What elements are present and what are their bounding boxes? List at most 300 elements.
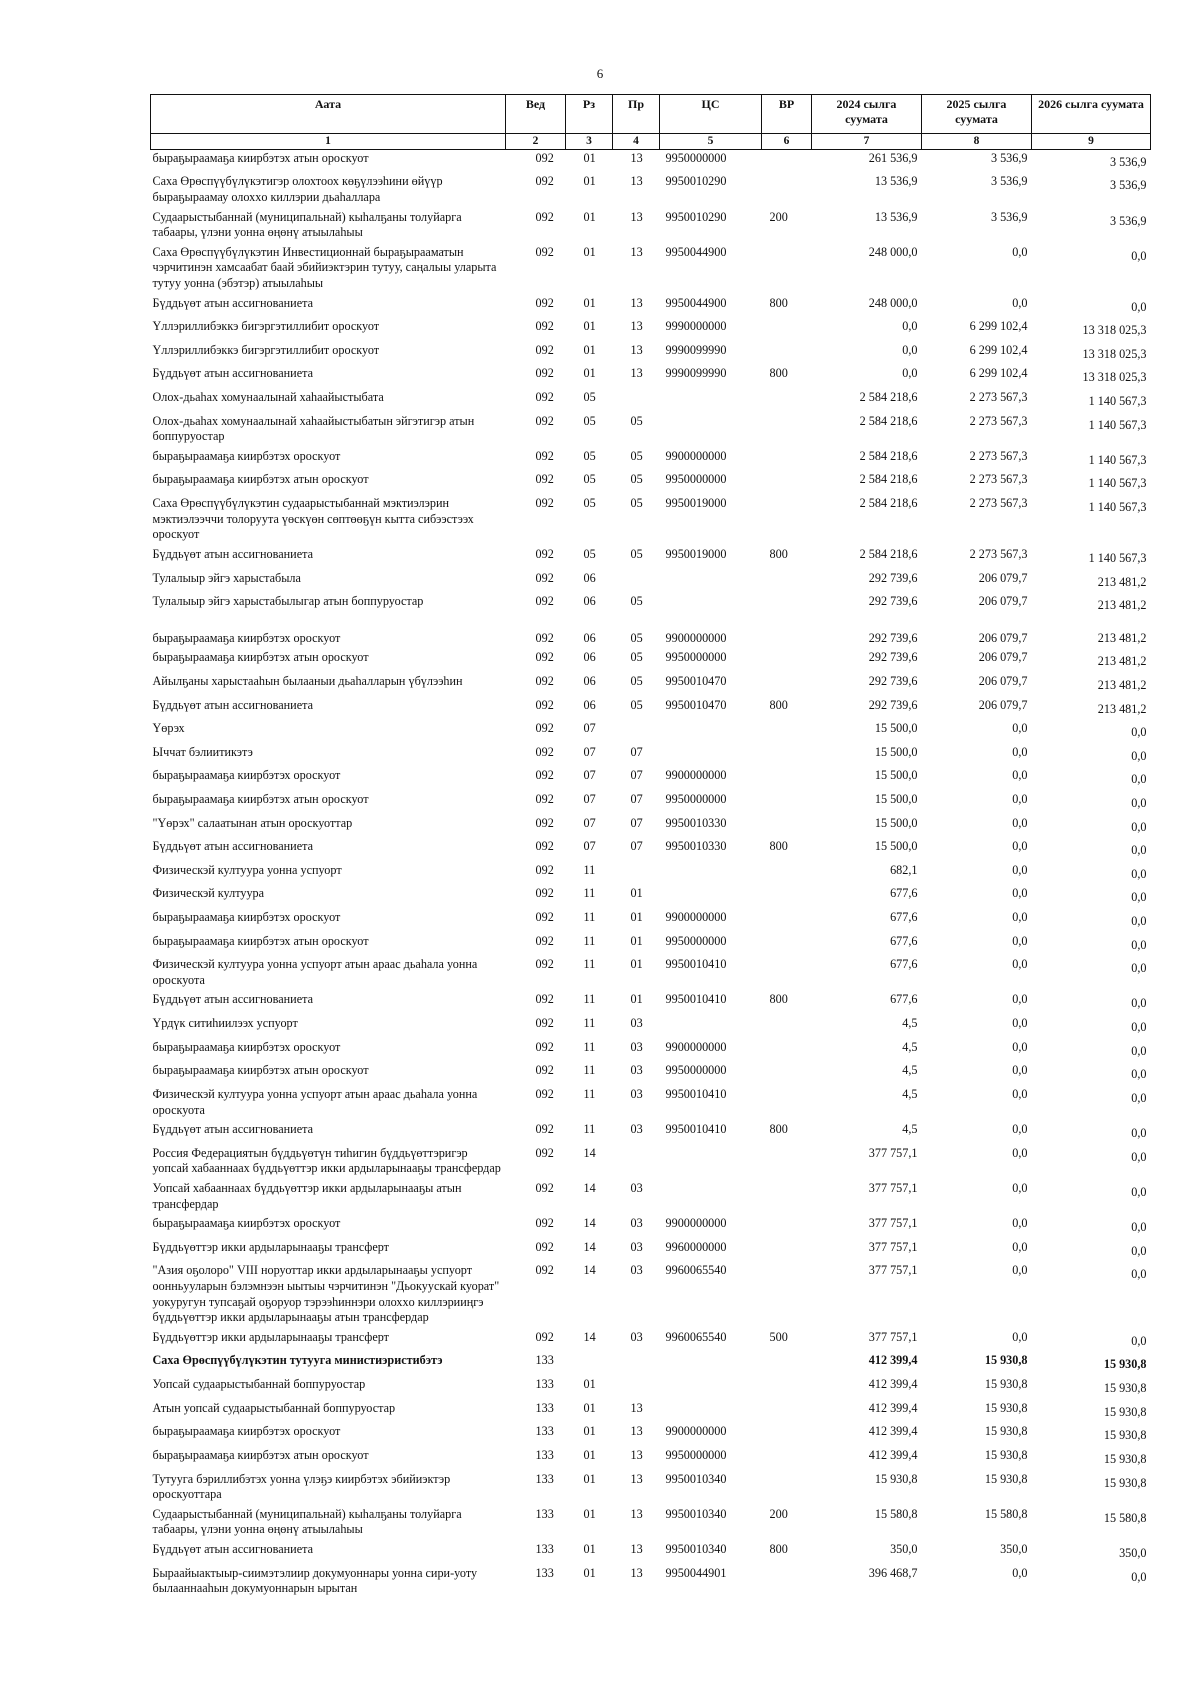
amount-2024-cell: 677,6 bbox=[890, 933, 918, 948]
amount-2025-cell: 2 273 567,3 bbox=[969, 413, 1028, 428]
ved-code-cell: 092 bbox=[535, 650, 554, 665]
row-name-cell: Атын уопсай судаарыстыбаннай боппуруостар bbox=[152, 1400, 396, 1415]
table-row bbox=[151, 791, 1151, 815]
cs-code-cell: 9950010410 bbox=[665, 992, 727, 1007]
amount-2025-cell: 0,0 bbox=[1012, 1039, 1028, 1054]
pr-code-cell: 13 bbox=[630, 244, 643, 259]
ved-code-cell: 092 bbox=[535, 1329, 554, 1344]
cs-code-cell: 9950010410 bbox=[665, 1086, 727, 1101]
row-name-cell: Үрдүк ситиһиилээх успуорт bbox=[152, 1016, 298, 1031]
ved-code-cell: 092 bbox=[535, 673, 554, 688]
rz-code-cell: 05 bbox=[583, 413, 596, 428]
vr-code-cell bbox=[762, 1352, 812, 1376]
row-name-cell: Айылҕаны харыстааһын былааныи дьаһалларын үбүлээһин bbox=[152, 673, 463, 688]
row-name-cell: быраҕыраамаҕа киирбэтэх ороскуот bbox=[152, 630, 341, 645]
rz-code-cell: 01 bbox=[583, 174, 596, 189]
vr-code-cell bbox=[762, 1262, 812, 1328]
cs-code-cell: 9950010290 bbox=[665, 174, 727, 189]
cs-code-cell: 9950010470 bbox=[665, 697, 727, 712]
header-year-2026: 2026 сылга суумата bbox=[1032, 95, 1151, 134]
table-row bbox=[151, 1506, 1151, 1541]
cs-code-cell: 9950010330 bbox=[665, 839, 727, 854]
pr-code-cell: 13 bbox=[630, 1471, 643, 1486]
cs-code-cell: 9990000000 bbox=[665, 319, 727, 334]
vr-code-cell bbox=[762, 1015, 812, 1039]
amount-2026-cell: 15 930,8 bbox=[1103, 1475, 1147, 1490]
row-name-cell: Физическэй култуура bbox=[152, 886, 265, 901]
amount-2026-cell: 0,0 bbox=[1131, 1220, 1147, 1235]
table-row bbox=[151, 1062, 1151, 1086]
cs-code-cell: 9950010340 bbox=[665, 1506, 727, 1521]
amount-2025-cell: 206 079,7 bbox=[978, 570, 1028, 585]
cs-code-cell bbox=[660, 593, 762, 617]
vr-code-cell bbox=[762, 342, 812, 366]
pr-code-cell: 07 bbox=[630, 768, 643, 783]
amount-2024-cell: 377 757,1 bbox=[868, 1329, 918, 1344]
row-name-cell: Саха Өрөспүүбүлүкэтин судаарыстыбаннай мэктиэлэрин мэктиэлээччи толоруута үөскүөн сөптөөҕүн кытта сибээстээх ороскуот bbox=[152, 496, 474, 542]
rz-code-cell: 06 bbox=[583, 594, 596, 609]
vr-code-cell: 800 bbox=[769, 992, 788, 1007]
table-row bbox=[151, 1565, 1151, 1600]
table-row bbox=[151, 1086, 1151, 1121]
pr-code-cell: 03 bbox=[630, 1216, 643, 1231]
ved-code-cell: 092 bbox=[535, 209, 554, 224]
cs-code-cell: 9950000000 bbox=[665, 472, 727, 487]
amount-2026-cell: 0,0 bbox=[1131, 1043, 1147, 1058]
row-name-cell: Саха Өрөспүүбүлүкэтин Инвестиционнай быраҕырааматын чэрчитинэн хамсаабат баай эбийиэктэрин тутуу, саңалыы уларыта тутуу уонна (эбэтэр) атыылаһыы bbox=[152, 244, 497, 290]
pr-code-cell: 13 bbox=[630, 366, 643, 381]
cs-code-cell: 9950010470 bbox=[665, 673, 727, 688]
amount-2026-cell: 1 140 567,3 bbox=[1088, 417, 1147, 432]
amount-2025-cell: 15 930,8 bbox=[984, 1400, 1028, 1415]
rz-code-cell: 14 bbox=[583, 1145, 596, 1160]
table-row bbox=[151, 1180, 1151, 1215]
rz-code-cell: 11 bbox=[583, 1016, 596, 1031]
cs-code-cell bbox=[660, 744, 762, 768]
ved-code-cell: 133 bbox=[535, 1377, 554, 1392]
amount-2026-cell: 3 536,9 bbox=[1109, 213, 1147, 228]
amount-2025-cell: 0,0 bbox=[1012, 295, 1028, 310]
rz-code-cell: 14 bbox=[583, 1216, 596, 1231]
pr-code-cell bbox=[613, 570, 660, 594]
row-name-cell: Быраайыактыыр-сиимэтэлиир докумуоннары уонна сири-уоту былааннааһын докумуоннарын ырытан bbox=[152, 1565, 478, 1596]
amount-2025-cell: 2 273 567,3 bbox=[969, 390, 1028, 405]
ved-code-cell: 092 bbox=[535, 910, 554, 925]
vr-code-cell bbox=[762, 244, 812, 295]
row-name-cell: быраҕыраамаҕа киирбэтэх ороскуот bbox=[152, 910, 341, 925]
table-row bbox=[151, 1376, 1151, 1400]
ved-code-cell: 092 bbox=[535, 1039, 554, 1054]
amount-2026-cell: 13 318 025,3 bbox=[1082, 346, 1147, 361]
rz-code-cell: 11 bbox=[583, 933, 596, 948]
ved-code-cell: 092 bbox=[535, 721, 554, 736]
cs-code-cell: 9950000000 bbox=[665, 150, 727, 165]
amount-2025-cell: 15 930,8 bbox=[984, 1377, 1028, 1392]
ved-code-cell: 092 bbox=[535, 295, 554, 310]
amount-2025-cell: 0,0 bbox=[1012, 839, 1028, 854]
ved-code-cell: 092 bbox=[535, 792, 554, 806]
column-number: 2 bbox=[506, 134, 566, 150]
header-name: Аата bbox=[151, 95, 506, 134]
pr-code-cell: 05 bbox=[630, 650, 643, 665]
cs-code-cell: 9900000000 bbox=[665, 1216, 727, 1231]
row-name-cell: Физическэй култуура уонна успуорт атын араас дьаһала уонна ороскуота bbox=[152, 1086, 478, 1117]
header-pr: Пр bbox=[613, 95, 660, 134]
vr-code-cell bbox=[762, 149, 812, 173]
amount-2024-cell: 15 500,0 bbox=[874, 768, 918, 783]
column-number: 4 bbox=[613, 134, 660, 150]
cs-code-cell bbox=[660, 862, 762, 886]
amount-2024-cell: 396 468,7 bbox=[868, 1565, 918, 1580]
vr-code-cell: 800 bbox=[769, 546, 788, 561]
amount-2024-cell: 4,5 bbox=[902, 1016, 918, 1031]
vr-code-cell bbox=[762, 885, 812, 909]
amount-2026-cell: 0,0 bbox=[1131, 1243, 1147, 1258]
ved-code-cell: 092 bbox=[535, 862, 554, 877]
amount-2025-cell: 206 079,7 bbox=[978, 594, 1028, 609]
vr-code-cell bbox=[762, 673, 812, 697]
amount-2025-cell: 0,0 bbox=[1012, 910, 1028, 925]
amount-2025-cell: 0,0 bbox=[1012, 244, 1028, 259]
amount-2026-cell: 0,0 bbox=[1131, 725, 1147, 740]
ved-code-cell: 092 bbox=[535, 366, 554, 381]
row-name-cell: Бүддьүөт атын ассигнованиета bbox=[152, 839, 313, 854]
pr-code-cell: 05 bbox=[630, 697, 643, 712]
ved-code-cell: 092 bbox=[535, 448, 554, 463]
vr-code-cell bbox=[762, 1447, 812, 1471]
amount-2026-cell: 0,0 bbox=[1131, 1569, 1147, 1584]
amount-2024-cell: 677,6 bbox=[890, 886, 918, 901]
row-name-cell: Судаарыстыбаннай (муниципальнай) кыһалҕаны толуйарга табаары, үлэни уонна өңөнү атыылаһыы bbox=[152, 1506, 462, 1537]
amount-2026-cell: 15 930,8 bbox=[1103, 1451, 1147, 1466]
table-row bbox=[151, 244, 1151, 295]
amount-2026-cell: 13 318 025,3 bbox=[1082, 370, 1147, 385]
ved-code-cell: 092 bbox=[535, 744, 554, 759]
rz-code-cell: 06 bbox=[583, 697, 596, 712]
vr-code-cell bbox=[762, 173, 812, 208]
cs-code-cell: 9950019000 bbox=[665, 496, 727, 511]
ved-code-cell: 092 bbox=[535, 630, 554, 645]
amount-2026-cell: 1 140 567,3 bbox=[1088, 476, 1147, 491]
amount-2026-cell: 15 930,8 bbox=[1103, 1381, 1147, 1396]
rz-code-cell: 06 bbox=[583, 630, 596, 645]
amount-2025-cell: 0,0 bbox=[1012, 792, 1028, 806]
rz-code-cell: 14 bbox=[583, 1239, 596, 1254]
amount-2024-cell: 292 739,6 bbox=[868, 630, 918, 645]
amount-2026-cell: 213 481,2 bbox=[1097, 701, 1147, 716]
pr-code-cell: 13 bbox=[630, 319, 643, 334]
vr-code-cell bbox=[762, 1376, 812, 1400]
pr-code-cell: 13 bbox=[630, 209, 643, 224]
pr-code-cell: 03 bbox=[630, 1329, 643, 1344]
rz-code-cell: 11 bbox=[583, 1039, 596, 1054]
vr-code-cell bbox=[762, 1039, 812, 1063]
vr-code-cell bbox=[762, 909, 812, 933]
column-number: 7 bbox=[812, 134, 922, 150]
amount-2024-cell: 292 739,6 bbox=[868, 697, 918, 712]
vr-code-cell bbox=[762, 570, 812, 594]
amount-2025-cell: 15 930,8 bbox=[984, 1447, 1028, 1462]
row-name-cell: Уопсай судаарыстыбаннай боппуруостар bbox=[152, 1377, 366, 1392]
rz-code-cell: 01 bbox=[583, 295, 596, 310]
pr-code-cell: 07 bbox=[630, 792, 643, 806]
table-row bbox=[151, 885, 1151, 909]
vr-code-cell: 800 bbox=[769, 697, 788, 712]
amount-2024-cell: 292 739,6 bbox=[868, 594, 918, 609]
table-row bbox=[151, 448, 1151, 472]
pr-code-cell: 07 bbox=[630, 744, 643, 759]
vr-code-cell bbox=[762, 318, 812, 342]
vr-code-cell bbox=[762, 956, 812, 991]
amount-2025-cell: 3 536,9 bbox=[990, 174, 1028, 189]
table-row bbox=[151, 838, 1151, 862]
cs-code-cell bbox=[660, 1352, 762, 1376]
cs-code-cell: 9990099990 bbox=[665, 342, 727, 357]
rz-code-cell: 11 bbox=[583, 992, 596, 1007]
amount-2024-cell: 2 584 218,6 bbox=[859, 496, 918, 511]
cs-code-cell: 9960000000 bbox=[665, 1239, 727, 1254]
cs-code-cell bbox=[660, 885, 762, 909]
amount-2025-cell: 0,0 bbox=[1012, 992, 1028, 1007]
table-row bbox=[151, 1352, 1151, 1376]
amount-2024-cell: 377 757,1 bbox=[868, 1263, 918, 1278]
cs-code-cell bbox=[660, 389, 762, 413]
rz-code-cell: 11 bbox=[583, 957, 596, 972]
amount-2025-cell: 0,0 bbox=[1012, 933, 1028, 948]
amount-2025-cell: 6 299 102,4 bbox=[969, 366, 1028, 381]
amount-2026-cell: 0,0 bbox=[1131, 1149, 1147, 1164]
amount-2025-cell: 2 273 567,3 bbox=[969, 496, 1028, 511]
row-name-cell: быраҕыраамаҕа киирбэтэх атын ороскуот bbox=[152, 1447, 369, 1462]
row-name-cell: Тулалыыр эйгэ харыстабылыгар атын боппуруостар bbox=[152, 594, 424, 609]
amount-2024-cell: 412 399,4 bbox=[868, 1353, 918, 1368]
amount-2026-cell: 0,0 bbox=[1131, 248, 1147, 263]
amount-2024-cell: 0,0 bbox=[902, 342, 918, 357]
row-name-cell: быраҕыраамаҕа киирбэтэх атын ороскуот bbox=[152, 472, 369, 487]
amount-2025-cell: 0,0 bbox=[1012, 1216, 1028, 1231]
amount-2026-cell: 0,0 bbox=[1131, 1126, 1147, 1141]
amount-2024-cell: 412 399,4 bbox=[868, 1377, 918, 1392]
table-row bbox=[151, 1039, 1151, 1063]
vr-code-cell bbox=[762, 448, 812, 472]
table-row bbox=[151, 342, 1151, 366]
column-number: 6 bbox=[762, 134, 812, 150]
table-header bbox=[151, 95, 1151, 150]
amount-2025-cell: 6 299 102,4 bbox=[969, 342, 1028, 357]
row-name-cell: Тутууга бэриллибэтэх уонна үлэҕэ киирбэтэх эбийиэктэр ороскуоттара bbox=[152, 1471, 451, 1502]
ved-code-cell: 092 bbox=[535, 319, 554, 334]
amount-2024-cell: 0,0 bbox=[902, 319, 918, 334]
pr-code-cell bbox=[613, 720, 660, 744]
amount-2024-cell: 377 757,1 bbox=[868, 1180, 918, 1195]
pr-code-cell: 01 bbox=[630, 957, 643, 972]
amount-2024-cell: 248 000,0 bbox=[868, 244, 918, 259]
amount-2025-cell: 0,0 bbox=[1012, 1122, 1028, 1137]
column-number: 3 bbox=[566, 134, 613, 150]
ved-code-cell: 092 bbox=[535, 1216, 554, 1231]
vr-code-cell: 800 bbox=[769, 366, 788, 381]
cs-code-cell: 9990099990 bbox=[665, 366, 727, 381]
amount-2025-cell: 206 079,7 bbox=[978, 630, 1028, 645]
amount-2026-cell: 15 930,8 bbox=[1103, 1428, 1147, 1443]
ved-code-cell: 092 bbox=[535, 697, 554, 712]
amount-2024-cell: 350,0 bbox=[890, 1541, 918, 1556]
vr-code-cell: 800 bbox=[769, 1541, 788, 1556]
vr-code-cell bbox=[762, 1086, 812, 1121]
ved-code-cell: 092 bbox=[535, 1063, 554, 1078]
amount-2025-cell: 0,0 bbox=[1012, 1016, 1028, 1031]
vr-code-cell bbox=[762, 617, 812, 650]
row-name-cell: Үөрэх bbox=[152, 721, 185, 736]
amount-2025-cell: 206 079,7 bbox=[978, 673, 1028, 688]
rz-code-cell: 11 bbox=[583, 1122, 596, 1137]
amount-2026-cell: 213 481,2 bbox=[1097, 630, 1147, 645]
pr-code-cell bbox=[613, 389, 660, 413]
amount-2026-cell: 213 481,2 bbox=[1097, 677, 1147, 692]
rz-code-cell: 06 bbox=[583, 650, 596, 665]
cs-code-cell: 9950010290 bbox=[665, 209, 727, 224]
table-row bbox=[151, 933, 1151, 957]
column-number: 1 bbox=[151, 134, 506, 150]
rz-code-cell: 07 bbox=[583, 792, 596, 806]
pr-code-cell: 05 bbox=[630, 413, 643, 428]
rz-code-cell: 05 bbox=[583, 448, 596, 463]
table-row bbox=[151, 1471, 1151, 1506]
pr-code-cell: 13 bbox=[630, 174, 643, 189]
rz-code-cell: 14 bbox=[583, 1180, 596, 1195]
row-name-cell: Бүддьүөт атын ассигнованиета bbox=[152, 295, 313, 310]
pr-code-cell: 05 bbox=[630, 472, 643, 487]
pr-code-cell bbox=[613, 1145, 660, 1180]
row-name-cell: быраҕыраамаҕа киирбэтэх атын ороскуот bbox=[152, 1063, 369, 1078]
amount-2026-cell: 1 140 567,3 bbox=[1088, 394, 1147, 409]
amount-2025-cell: 0,0 bbox=[1012, 1145, 1028, 1160]
table-row bbox=[151, 209, 1151, 244]
cs-code-cell: 9900000000 bbox=[665, 1039, 727, 1054]
budget-table bbox=[150, 94, 1151, 1600]
row-name-cell: Саха Өрөспүүбүлүкэтин тутууга министиэристибэтэ bbox=[152, 1353, 443, 1368]
amount-2025-cell: 2 273 567,3 bbox=[969, 546, 1028, 561]
cs-code-cell: 9950000000 bbox=[665, 792, 727, 806]
rz-code-cell: 01 bbox=[583, 1541, 596, 1556]
vr-code-cell bbox=[762, 413, 812, 448]
row-name-cell: Россия Федерациятын бүддьүөтүн тиһигин бүддьүөттэригэр уопсай хабааннаах бүддьүөттэр икки ардыларынааҕы трансфердар bbox=[152, 1145, 501, 1176]
amount-2025-cell: 0,0 bbox=[1012, 1329, 1028, 1344]
amount-2026-cell: 213 481,2 bbox=[1097, 654, 1147, 669]
amount-2024-cell: 2 584 218,6 bbox=[859, 472, 918, 487]
row-name-cell: Уопсай хабааннаах бүддьүөттэр икки ардыларынааҕы атын трансфердар bbox=[152, 1180, 462, 1211]
row-name-cell: Саха Өрөспүүбүлүкэтигэр олохтоох көҕүлээһини өйүүр быраҕыраамау олохxо киллэрии дьаһаллара bbox=[152, 174, 443, 204]
pr-code-cell: 03 bbox=[630, 1039, 643, 1054]
pr-code-cell: 05 bbox=[630, 496, 643, 511]
amount-2026-cell: 213 481,2 bbox=[1097, 574, 1147, 589]
cs-code-cell bbox=[660, 570, 762, 594]
amount-2024-cell: 2 584 218,6 bbox=[859, 448, 918, 463]
pr-code-cell: 01 bbox=[630, 886, 643, 901]
table-row bbox=[151, 318, 1151, 342]
ved-code-cell: 092 bbox=[535, 768, 554, 783]
pr-code-cell bbox=[613, 862, 660, 886]
rz-code-cell: 01 bbox=[583, 1471, 596, 1486]
amount-2024-cell: 677,6 bbox=[890, 910, 918, 925]
ved-code-cell: 092 bbox=[535, 957, 554, 972]
ved-code-cell: 133 bbox=[535, 1471, 554, 1486]
cs-code-cell: 9900000000 bbox=[665, 910, 727, 925]
amount-2026-cell: 0,0 bbox=[1131, 748, 1147, 763]
rz-code-cell: 01 bbox=[583, 319, 596, 334]
row-name-cell: Бүддьүөт атын ассигнованиета bbox=[152, 546, 313, 561]
ved-code-cell: 092 bbox=[535, 342, 554, 357]
amount-2026-cell: 1 140 567,3 bbox=[1088, 500, 1147, 515]
row-name-cell: Олох-дьаһах хомунаалынай хаһаайыстыбатын эйгэтигэр атын боппуруостар bbox=[152, 413, 475, 444]
rz-code-cell: 06 bbox=[583, 673, 596, 688]
amount-2025-cell: 0,0 bbox=[1012, 1180, 1028, 1195]
ved-code-cell: 133 bbox=[535, 1424, 554, 1439]
rz-code-cell: 06 bbox=[583, 570, 596, 585]
amount-2024-cell: 677,6 bbox=[890, 957, 918, 972]
table-row bbox=[151, 673, 1151, 697]
table-body bbox=[151, 149, 1151, 1600]
amount-2024-cell: 15 500,0 bbox=[874, 792, 918, 806]
ved-code-cell: 092 bbox=[535, 413, 554, 428]
pr-code-cell bbox=[613, 1376, 660, 1400]
amount-2024-cell: 0,0 bbox=[902, 366, 918, 381]
vr-code-cell bbox=[762, 1145, 812, 1180]
pr-code-cell: 05 bbox=[630, 673, 643, 688]
rz-code-cell: 11 bbox=[583, 1086, 596, 1101]
amount-2024-cell: 412 399,4 bbox=[868, 1400, 918, 1415]
amount-2025-cell: 350,0 bbox=[1000, 1541, 1028, 1556]
vr-code-cell: 200 bbox=[769, 1506, 788, 1521]
rz-code-cell: 05 bbox=[583, 496, 596, 511]
ved-code-cell: 092 bbox=[535, 1016, 554, 1031]
ved-code-cell: 092 bbox=[535, 390, 554, 405]
budget-table-container bbox=[150, 94, 1150, 1600]
row-name-cell: быраҕыраамаҕа киирбэтэх ороскуот bbox=[152, 1216, 341, 1231]
cs-code-cell: 9950010340 bbox=[665, 1471, 727, 1486]
table-row bbox=[151, 593, 1151, 617]
table-row bbox=[151, 1262, 1151, 1328]
amount-2024-cell: 412 399,4 bbox=[868, 1447, 918, 1462]
ved-code-cell: 092 bbox=[535, 1239, 554, 1254]
ved-code-cell: 133 bbox=[535, 1353, 554, 1368]
pr-code-cell: 03 bbox=[630, 1122, 643, 1137]
ved-code-cell: 092 bbox=[535, 150, 554, 165]
cs-code-cell: 9960065540 bbox=[665, 1263, 727, 1278]
table-row bbox=[151, 1015, 1151, 1039]
amount-2026-cell: 0,0 bbox=[1131, 890, 1147, 905]
amount-2026-cell: 0,0 bbox=[1131, 843, 1147, 858]
pr-code-cell: 01 bbox=[630, 910, 643, 925]
ved-code-cell: 092 bbox=[535, 992, 554, 1007]
vr-code-cell bbox=[762, 389, 812, 413]
amount-2024-cell: 4,5 bbox=[902, 1063, 918, 1078]
ved-code-cell: 092 bbox=[535, 1263, 554, 1278]
ved-code-cell: 092 bbox=[535, 472, 554, 487]
rz-code-cell: 01 bbox=[583, 1447, 596, 1462]
amount-2025-cell: 0,0 bbox=[1012, 768, 1028, 783]
table-row bbox=[151, 495, 1151, 546]
cs-code-cell bbox=[660, 1180, 762, 1215]
row-name-cell: Бүддьүөт атын ассигнованиета bbox=[152, 992, 313, 1007]
ved-code-cell: 133 bbox=[535, 1400, 554, 1415]
amount-2024-cell: 13 536,9 bbox=[874, 174, 918, 189]
vr-code-cell bbox=[762, 1423, 812, 1447]
vr-code-cell bbox=[762, 744, 812, 768]
amount-2026-cell: 0,0 bbox=[1131, 1267, 1147, 1282]
cs-code-cell: 9950010330 bbox=[665, 815, 727, 830]
header-cs: ЦС bbox=[660, 95, 762, 134]
